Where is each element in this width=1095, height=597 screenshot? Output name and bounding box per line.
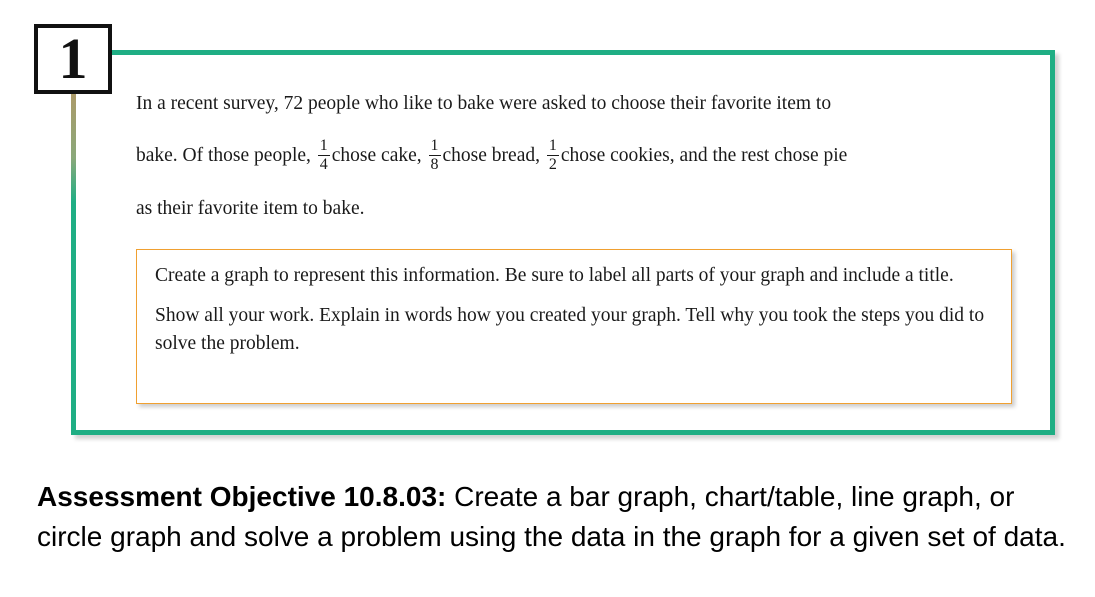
fraction-cookies bbox=[547, 137, 559, 174]
survey-text-line-2 bbox=[136, 131, 847, 181]
instruction-box bbox=[136, 249, 1012, 404]
survey-text-line-1: In a recent survey, 72 people who like to bake were asked to choose their favorite item to bbox=[136, 93, 832, 114]
survey-text-segment: chose cake, bbox=[331, 145, 422, 166]
survey-text-segment: bake. Of those people, bbox=[136, 145, 311, 166]
instruction-paragraph-2: Show all your work. Explain in words how you created your graph. Tell why you took the steps you did to solve the problem. bbox=[155, 305, 985, 354]
fraction-denominator: 2 bbox=[548, 156, 557, 174]
survey-text-segment: chose bread, bbox=[442, 145, 540, 166]
assessment-objective bbox=[37, 477, 1067, 557]
objective-label: Assessment Objective 10.8.03: bbox=[37, 481, 447, 512]
fraction-bread bbox=[429, 137, 441, 174]
fraction-denominator: 4 bbox=[319, 156, 328, 174]
problem-number: 1 bbox=[58, 26, 88, 91]
fraction-denominator: 8 bbox=[430, 156, 439, 174]
objective-text: Create a bar graph, chart/table, line graph, or circle graph and solve a problem using the data in the graph for a given set of data. bbox=[37, 481, 1066, 552]
fraction-numerator: 1 bbox=[548, 137, 557, 155]
fraction-numerator: 1 bbox=[319, 137, 328, 155]
instruction-paragraph-1: Create a graph to represent this information. Be sure to label all parts of your graph and include a title. bbox=[155, 265, 954, 286]
survey-text-line-3: as their favorite item to bake. bbox=[136, 198, 365, 219]
survey-text-segment: chose cookies, and the rest chose pie bbox=[560, 145, 848, 166]
accent-bar bbox=[71, 92, 76, 202]
fraction-numerator: 1 bbox=[430, 137, 439, 155]
problem-number-badge bbox=[34, 24, 112, 94]
fraction-cake bbox=[318, 137, 330, 174]
